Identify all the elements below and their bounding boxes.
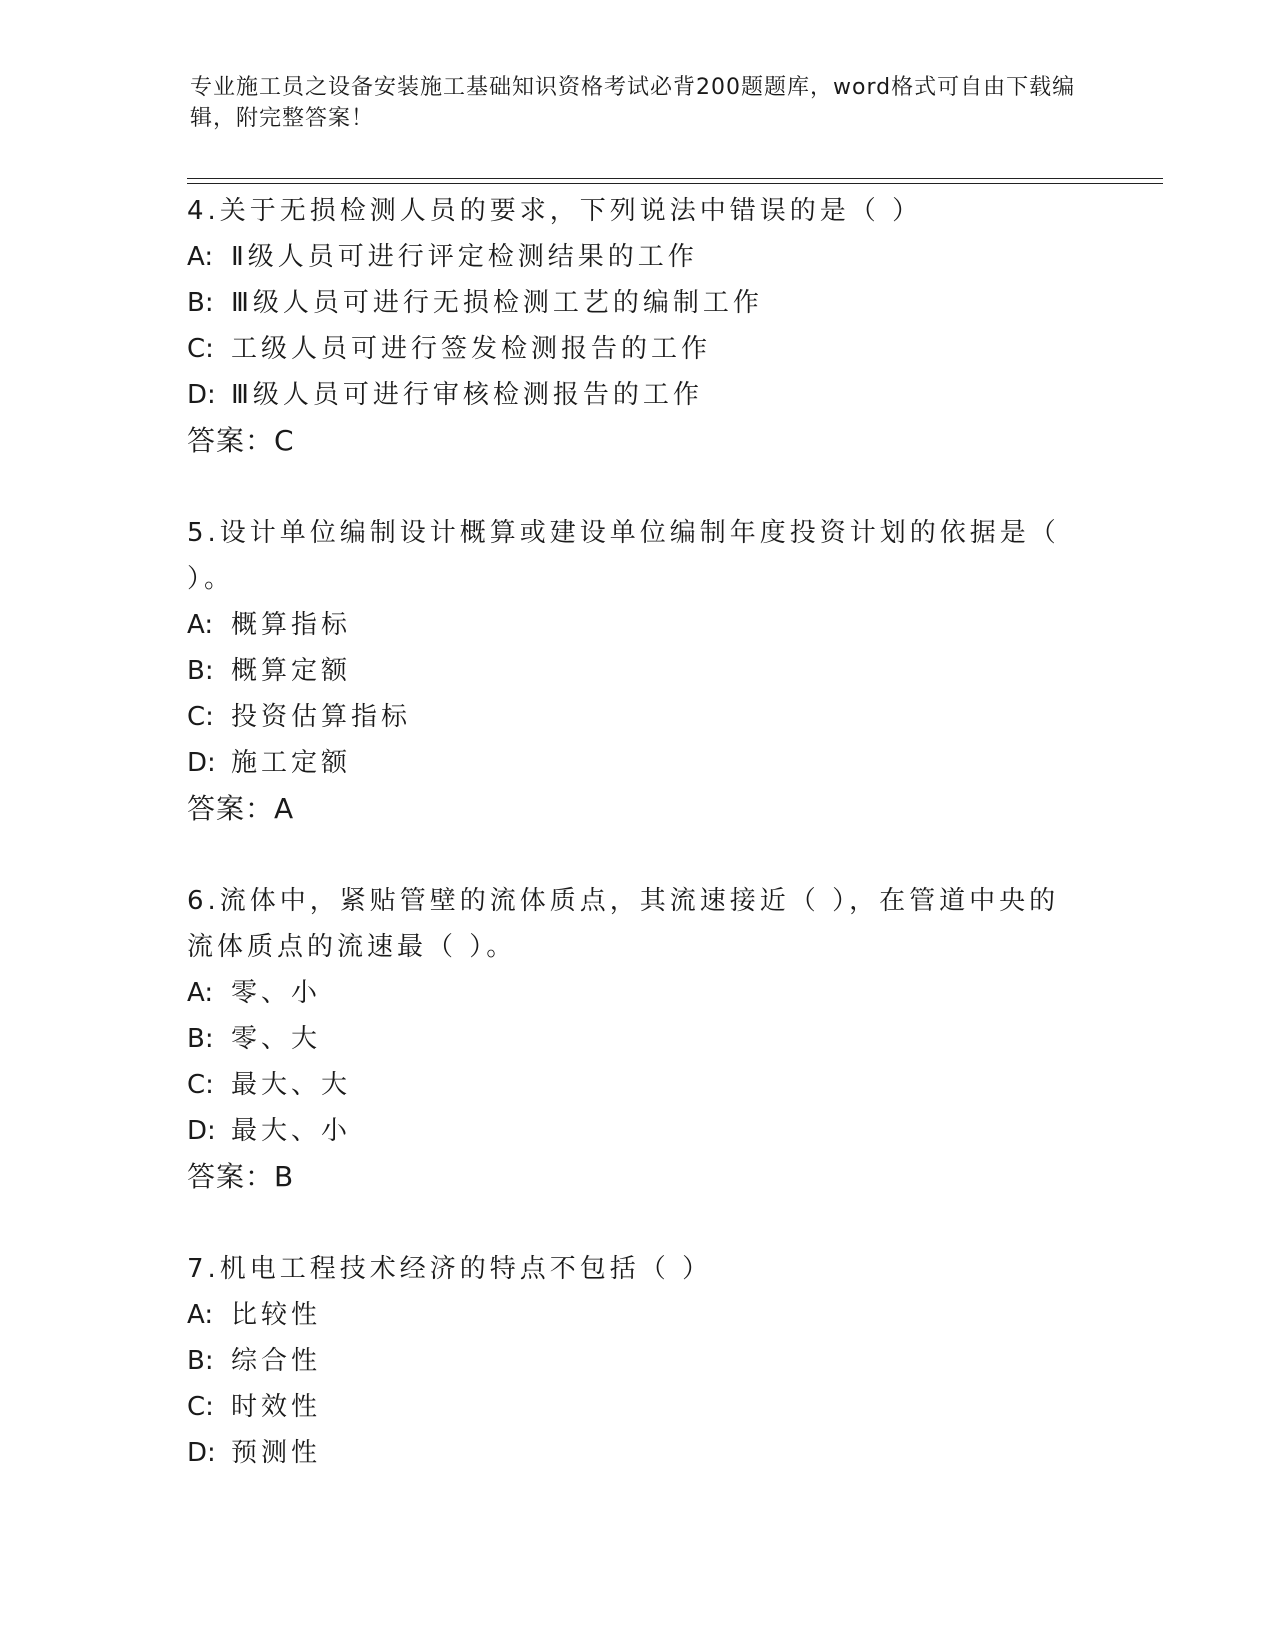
question-spacer xyxy=(187,1200,1087,1246)
answer-label: 答案： xyxy=(187,1160,275,1193)
option-d xyxy=(187,740,1087,786)
option-a xyxy=(187,602,1087,648)
option-text: 施工定额 xyxy=(231,748,352,778)
option-key: C: xyxy=(187,1070,214,1100)
question-list xyxy=(187,188,1087,1476)
question-stem: 4.关于无损检测人员的要求，下列说法中错误的是（ ） xyxy=(187,196,923,226)
question-spacer xyxy=(187,832,1087,878)
option-key: D: xyxy=(187,1116,216,1146)
question-5 xyxy=(187,510,1087,832)
option-key: C: xyxy=(187,702,214,732)
option-text: 工级人员可进行签发检测报告的工作 xyxy=(231,334,712,364)
option-key: D: xyxy=(187,1438,216,1468)
option-c xyxy=(187,1062,1087,1108)
option-text: 概算定额 xyxy=(231,656,352,686)
option-key: D: xyxy=(187,748,216,778)
header-divider-top xyxy=(187,178,1163,179)
option-key: B: xyxy=(187,288,214,318)
header-divider-bottom xyxy=(187,183,1163,184)
answer-label: 答案： xyxy=(187,424,275,457)
question-stem: 7.机电工程技术经济的特点不包括（ ） xyxy=(187,1254,713,1284)
option-text: 预测性 xyxy=(231,1438,322,1468)
option-b xyxy=(187,1338,1087,1384)
option-key: A: xyxy=(187,978,214,1008)
question-stem: 5.设计单位编制设计概算或建设单位编制年度投资计划的依据是（ ）。 xyxy=(187,518,1060,594)
option-b xyxy=(187,1016,1087,1062)
option-text: Ⅲ级人员可进行审核检测报告的工作 xyxy=(231,380,703,410)
question-6 xyxy=(187,878,1087,1200)
option-key: C: xyxy=(187,1392,214,1422)
option-a xyxy=(187,1292,1087,1338)
option-text: Ⅲ级人员可进行无损检测工艺的编制工作 xyxy=(231,288,763,318)
answer-line xyxy=(187,786,1087,832)
option-key: B: xyxy=(187,1024,214,1054)
option-text: 综合性 xyxy=(231,1346,322,1376)
option-key: C: xyxy=(187,334,214,364)
option-text: 零、小 xyxy=(231,978,322,1008)
option-c xyxy=(187,694,1087,740)
question-stem: 6.流体中，紧贴管壁的流体质点，其流速接近（ ），在管道中央的流体质点的流速最（ ）。 xyxy=(187,886,1060,962)
option-key: A: xyxy=(187,1300,214,1330)
option-text: 最大、小 xyxy=(231,1116,352,1146)
option-key: B: xyxy=(187,1346,214,1376)
option-key: A: xyxy=(187,242,214,272)
option-text: 零、大 xyxy=(231,1024,322,1054)
option-c xyxy=(187,1384,1087,1430)
answer-label: 答案： xyxy=(187,792,275,825)
answer-line xyxy=(187,1154,1087,1200)
option-text: 最大、大 xyxy=(231,1070,352,1100)
option-b xyxy=(187,280,1087,326)
option-key: B: xyxy=(187,656,214,686)
option-d xyxy=(187,1430,1087,1476)
question-7 xyxy=(187,1246,1087,1476)
answer-value: A xyxy=(274,792,295,825)
document-title: 专业施工员之设备安装施工基础知识资格考试必背200题题库，word格式可自由下载编辑，附完整答案！ xyxy=(190,75,1076,131)
question-4 xyxy=(187,188,1087,464)
answer-value: B xyxy=(274,1160,295,1193)
option-text: 比较性 xyxy=(231,1300,322,1330)
option-key: A: xyxy=(187,610,214,640)
option-text: 概算指标 xyxy=(231,610,352,640)
option-a xyxy=(187,970,1087,1016)
option-c xyxy=(187,326,1087,372)
option-b xyxy=(187,648,1087,694)
option-d xyxy=(187,372,1087,418)
option-d xyxy=(187,1108,1087,1154)
question-spacer xyxy=(187,464,1087,510)
option-text: 时效性 xyxy=(231,1392,322,1422)
answer-line xyxy=(187,418,1087,464)
option-text: 投资估算指标 xyxy=(231,702,412,732)
option-text: Ⅱ级人员可进行评定检测结果的工作 xyxy=(231,242,698,272)
option-a xyxy=(187,234,1087,280)
answer-value: C xyxy=(274,424,295,457)
option-key: D: xyxy=(187,380,216,410)
